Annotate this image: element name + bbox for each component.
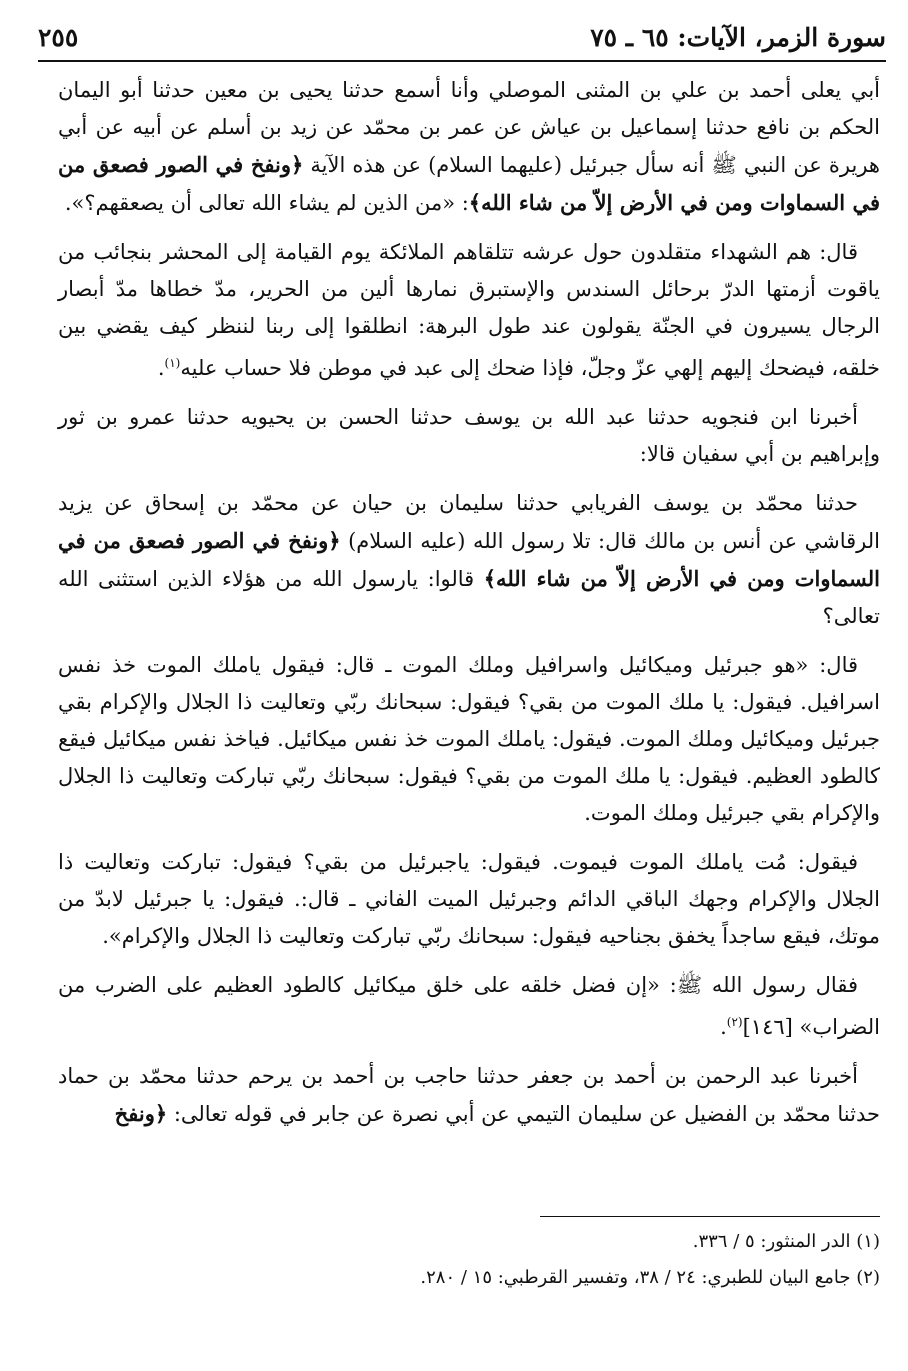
footnote-1: (١) الدر المنثور: ٥ / ٣٣٦. — [692, 1231, 880, 1252]
text-segment: قالوا: يارسول الله من هؤلاء الذين استثنى الله تعالى؟ — [58, 567, 880, 628]
text-segment: قال: هم الشهداء متقلدون حول عرشه تتلقاهم الملائكة يوم القيامة إلى المحشر بنجائب من ياقوت أزمتها الدرّ برحائل السندس والإستبرق نمارها ألين من الحرير، مدّ خطاها مدّ أبصار الرجال يسيرون في الجنّة يقولون عند طول البرهة: انطلقوا إلى ربنا لننظر كيف يقضي بين خلقه، فيضحك إليهم إلهي عزّ وجلّ، فإذا ضحك إلى عبد في موطن فلا حساب عليه — [58, 240, 881, 380]
text-segment: أخبرنا عبد الرحمن بن أحمد بن جعفر حدثنا حاجب بن أحمد بن يرحم حدثنا محمّد بن حماد حدثنا محمّد بن الفضيل عن سليمان التيمي عن أبي نصرة عن جابر في قوله تعالى: — [58, 1064, 880, 1126]
paragraph — [58, 485, 880, 635]
main-text — [58, 72, 880, 1145]
footnote-2: (٢) جامع البيان للطبري: ٢٤ / ٣٨، وتفسير القرطبي: ١٥ / ٢٨٠. — [420, 1267, 880, 1288]
text-segment: قال: «هو جبرئيل وميكائيل واسرافيل وملك الموت ـ قال: فيقول ياملك الموت خذ نفس اسرافيل. فيقول: يا ملك الموت من بقي؟ فيقول: سبحانك ربّي وتعاليت ذا الجلال والإكرام بقي جبرئيل وميكائيل وملك الموت. فيقول: ياملك الموت خذ نفس ميكائيل. فياخذ نفس ميكائيل فيقع كالطود العظيم. فيقول: يا ملك الموت من بقي؟ فيقول: سبحانك ربّي تباركت وتعاليت ذا الجلال والإكرام بقي جبرئيل وملك الموت. — [58, 653, 880, 825]
text-segment: . — [720, 1015, 727, 1039]
running-header — [38, 18, 886, 58]
header-rule — [38, 60, 886, 62]
text-segment: فيقول: مُت ياملك الموت فيموت. فيقول: ياجبرئيل من بقي؟ فيقول: تباركت وتعاليت ذا الجلال والإكرام وجهك الباقي الدائم وجبرئيل الميت الفاني ـ قال:. فيقول: يا جبرئيل لابدّ من موتك، فيقع ساجداً يخفق بجناحيه فيقول: سبحانك ربّي تباركت وتعاليت ذا الجلال والإكرام». — [58, 850, 880, 948]
paragraph — [58, 399, 880, 473]
text-segment: حدثنا محمّد بن يوسف الفريابي حدثنا سليمان بن حيان عن محمّد بن إسحاق عن يزيد الرقاشي عن أنس بن مالك قال: تلا رسول الله (عليه السلام) — [58, 491, 880, 553]
paragraph — [58, 234, 880, 387]
page-number: ٢٥٥ — [38, 23, 79, 52]
surah-title: سورة الزمر، الآيات: ٦٥ ـ ٧٥ — [590, 23, 886, 52]
paragraph — [58, 1058, 880, 1133]
footnotes — [58, 1224, 880, 1296]
footnote-marker: (١) — [164, 356, 181, 370]
text-segment: . — [157, 356, 165, 380]
quran-verse: ﴿ونفخ في الصور فصعق من في السماوات ومن في الأرض إلاّ من شاء الله﴾ — [58, 528, 880, 591]
text-segment: فقال رسول الله ﷺ: «إن فضل خلقه على خلق ميكائيل كالطود العظيم على الضرب من الضراب» [١٤٦] — [58, 973, 880, 1039]
quran-verse: ﴿ونفخ في الصور فصعق من في السماوات ومن في الأرض إلاّ من شاء الله﴾ — [58, 152, 880, 215]
text-segment: أبي يعلى أحمد بن علي بن المثنى الموصلي وأنا أسمع حدثنا يحيى بن معين حدثنا أبو اليمان الحكم بن نافع حدثنا إسماعيل بن عياش عن عمر بن محمّد عن زيد بن أسلم عن أبيه عن أبي هريرة عن النبي ﷺ أنه سأل جبرئيل (عليهما السلام) عن هذه الآية — [58, 78, 880, 177]
text-segment: : «من الذين لم يشاء الله تعالى أن يصعقهم؟». — [64, 191, 469, 215]
paragraph — [58, 647, 880, 832]
text-segment: أخبرنا ابن فنجويه حدثنا عبد الله بن يوسف حدثنا الحسن بن يحيويه حدثنا عمرو بن ثور وإبراهيم بن أبي سفيان قالا: — [58, 405, 880, 466]
footnote-separator — [540, 1216, 880, 1217]
footnote-marker: (٢) — [726, 1015, 743, 1029]
paragraph — [58, 72, 880, 222]
quran-verse: ﴿ونفخ — [114, 1101, 168, 1126]
paragraph — [58, 844, 880, 955]
paragraph — [58, 967, 880, 1046]
